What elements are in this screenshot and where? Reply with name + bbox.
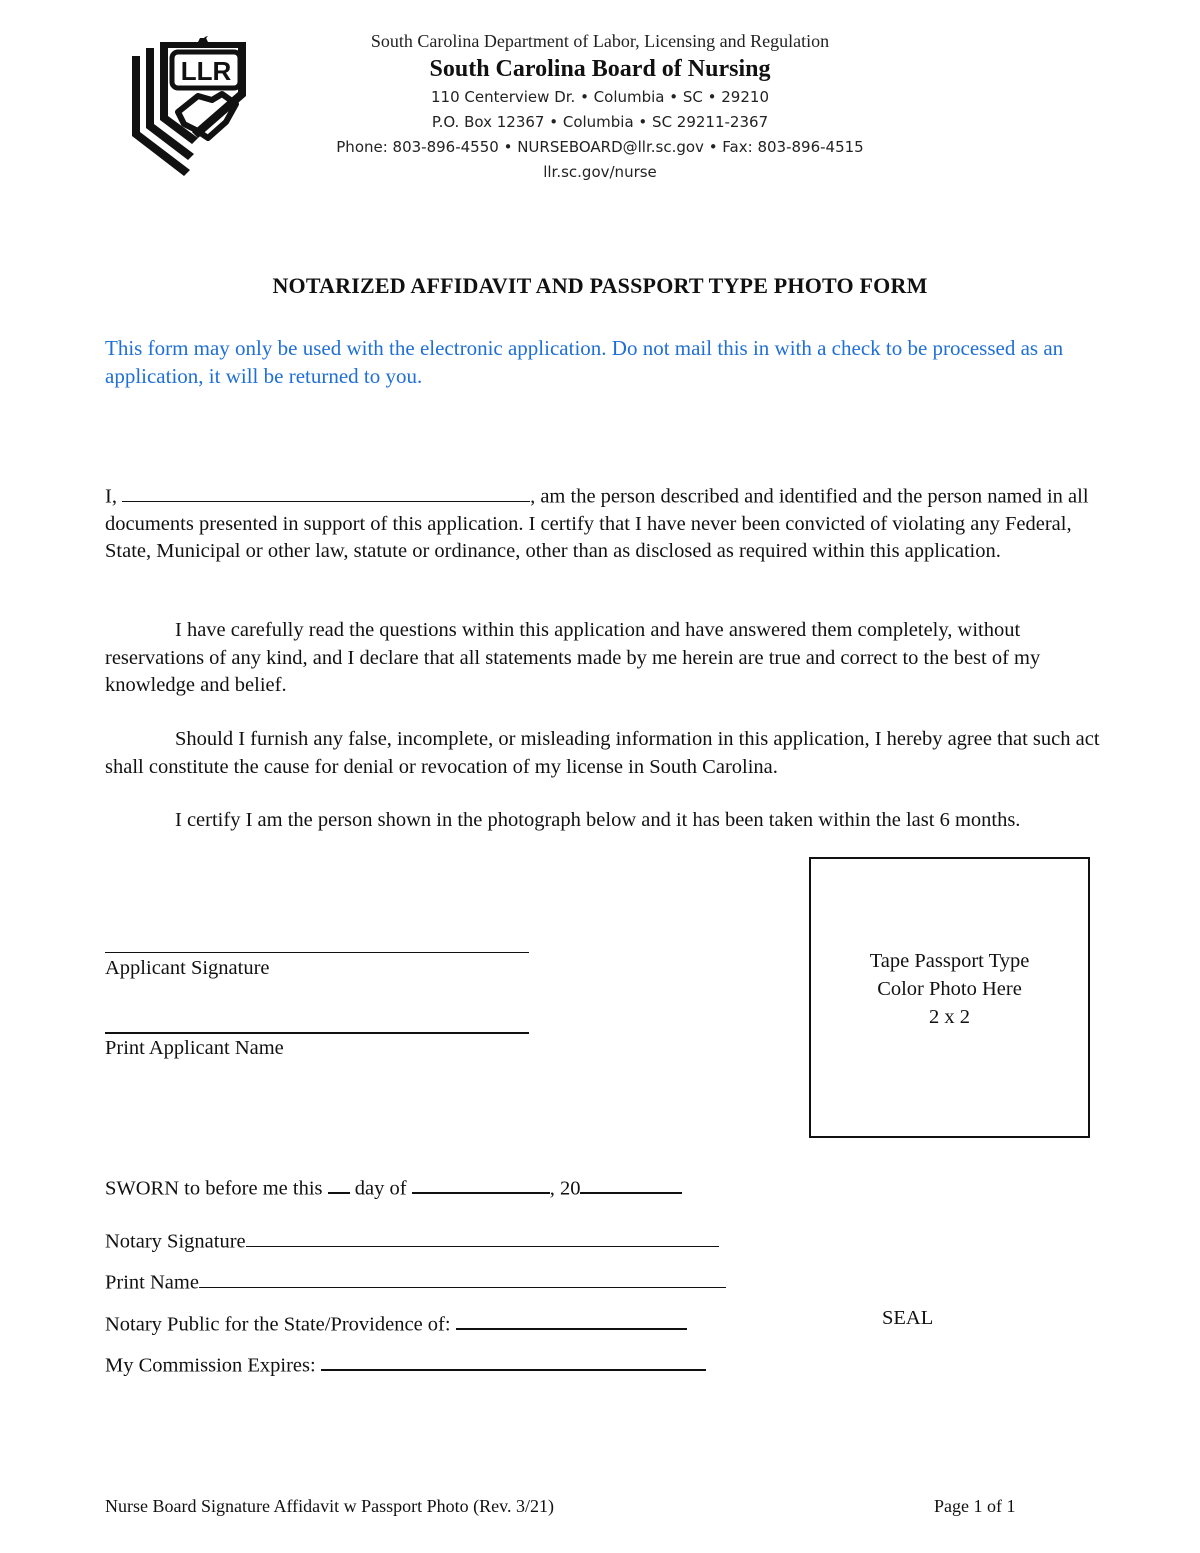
paragraph-false-information-text: Should I furnish any false, incomplete, or misleading information in this application, I hereby agree that such act shall constitute the cause for denial or revocation of my license in South Carolina. <box>105 728 1100 778</box>
notary-print-name-row <box>105 1268 726 1294</box>
print-applicant-name-line[interactable] <box>105 1032 529 1034</box>
photo-instructions <box>809 947 1090 1031</box>
notary-signature-label: Notary Signature <box>105 1230 246 1253</box>
sworn-row <box>105 1173 682 1200</box>
paragraph-photo-certification-text: I certify I am the person shown in the photograph below and it has been taken within the last 6 months. <box>175 809 1021 831</box>
paragraph-false-information <box>105 726 1105 781</box>
sworn-month-blank[interactable] <box>412 1173 550 1194</box>
sworn-year-label: , 20 <box>549 1177 581 1200</box>
sworn-year-blank[interactable] <box>580 1173 682 1194</box>
applicant-signature-line[interactable] <box>105 952 529 953</box>
commission-expires-blank[interactable] <box>321 1350 706 1371</box>
photo-instruction-line2: Color Photo Here <box>877 978 1022 1000</box>
paragraph-identity-start: I, <box>105 485 123 508</box>
notary-print-name-blank[interactable] <box>199 1268 726 1288</box>
sworn-prefix: SWORN to before me this <box>105 1177 323 1200</box>
photo-instruction-line1: Tape Passport Type <box>869 950 1030 972</box>
address-po-box: P.O. Box 12367 • Columbia • SC 29211-2367 <box>431 113 769 131</box>
llr-logo <box>126 34 254 179</box>
seal-label: SEAL <box>882 1307 934 1329</box>
notary-signature-blank[interactable] <box>246 1227 719 1247</box>
footer-page-number: Page 1 of 1 <box>934 1496 1016 1516</box>
commission-expires-label: My Commission Expires: <box>105 1354 316 1377</box>
photo-size: 2 x 2 <box>929 1006 970 1028</box>
notary-state-blank[interactable] <box>456 1309 687 1330</box>
address-street: 110 Centerview Dr. • Columbia • SC • 29210 <box>431 88 769 106</box>
notary-print-name-label: Print Name <box>105 1271 199 1294</box>
paragraph-photo-certification <box>105 807 1105 835</box>
footer-form-revision: Nurse Board Signature Affidavit w Passport Photo (Rev. 3/21) <box>105 1496 554 1516</box>
department-name: South Carolina Department of Labor, Licensing and Regulation <box>370 31 830 51</box>
website-link[interactable]: llr.sc.gov/nurse <box>543 163 657 181</box>
paragraph-identity <box>105 482 1105 566</box>
contact-info: Phone: 803-896-4550 • NURSEBOARD@llr.sc.gov • Fax: 803-896-4515 <box>336 138 864 156</box>
notary-state-row <box>105 1309 687 1336</box>
sworn-day-label: day of <box>354 1177 407 1200</box>
applicant-name-blank[interactable] <box>122 482 530 502</box>
commission-expires-row <box>105 1350 706 1377</box>
paragraph-answers <box>105 617 1105 700</box>
board-name: South Carolina Board of Nursing <box>429 56 771 82</box>
print-applicant-name-label: Print Applicant Name <box>105 1037 284 1059</box>
notary-state-label: Notary Public for the State/Providence of: <box>105 1313 451 1336</box>
paragraph-identity-rest: , am the person described and identified and the person named in all documents presented in support of this application. I certify that I have never been convicted of violating any Federal, State, Municipal or other law, statute or ordinance, other than as disclosed as required within this application. <box>105 485 1089 563</box>
form-title: NOTARIZED AFFIDAVIT AND PASSPORT TYPE PHOTO FORM <box>272 273 928 298</box>
applicant-signature-label: Applicant Signature <box>105 957 270 979</box>
sworn-day-blank[interactable] <box>328 1173 350 1194</box>
logo-text: LLR <box>180 56 232 86</box>
notary-signature-row <box>105 1227 719 1253</box>
electronic-application-notice: This form may only be used with the electronic application. Do not mail this in with a check to be processed as an application, it will be returned to you. <box>105 336 1064 388</box>
paragraph-answers-text: I have carefully read the questions within this application and have answered them completely, without reservations of any kind, and I declare that all statements made by me herein are true and correct to the best of my knowledge and belief. <box>105 619 1041 696</box>
